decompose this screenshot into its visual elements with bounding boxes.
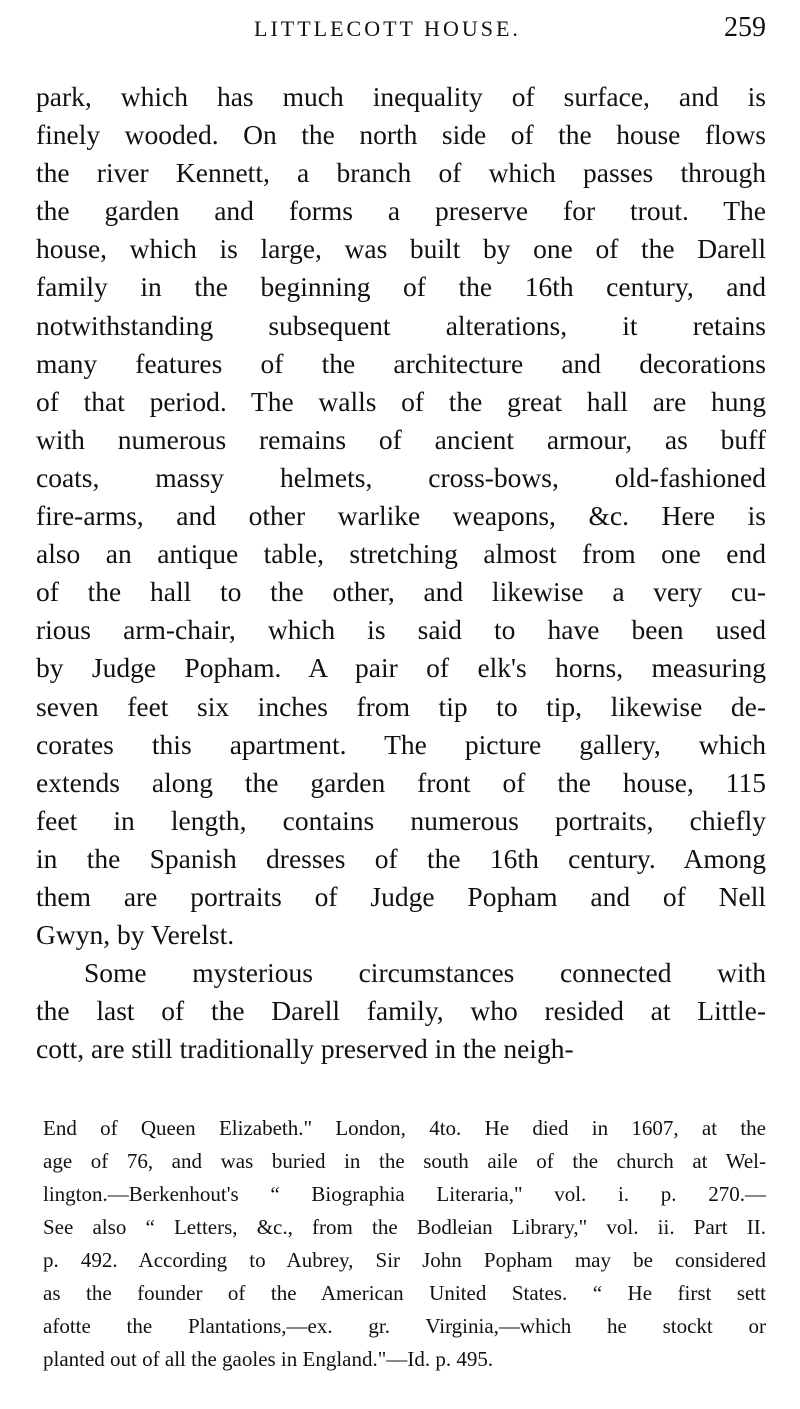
text-line: many features of the architecture and decorations [36, 347, 766, 379]
text-line: of the hall to the other, and likewise a very cu- [36, 576, 766, 608]
text-line: cott, are still traditionally preserved in the neigh- [36, 1033, 574, 1065]
page-header [36, 12, 766, 46]
footnote-line: End of Queen Elizabeth." London, 4to. He died in 1607, at the [43, 1116, 766, 1140]
running-title: LITTLECOTT HOUSE. [254, 16, 521, 41]
text-line: park, which has much inequality of surface, and is [36, 81, 766, 112]
footnote-line: afotte the Plantations,—ex. gr. Virginia,—which he stockt or [43, 1314, 766, 1338]
text-line: the garden and forms a preserve for trout. The [36, 195, 766, 227]
text-line: by Judge Popham. A pair of elk's horns, measuring [36, 652, 766, 684]
text-line: fire-arms, and other warlike weapons, &c. Here is [36, 500, 766, 532]
text-line: corates this apartment. The picture gallery, which [36, 728, 766, 760]
text-line: them are portraits of Judge Popham and of Nell [36, 880, 766, 912]
text-line: the last of the Darell family, who resided at Little- [36, 995, 766, 1027]
text-line: house, which is large, was built by one of the Darell [36, 233, 766, 265]
paragraph [36, 954, 766, 1068]
text-line: finely wooded. On the north side of the house flows [36, 119, 766, 151]
text-line: extends along the garden front of the house, 115 [36, 766, 766, 798]
text-line: the river Kennett, a branch of which passes through [36, 157, 766, 189]
footnote [43, 1112, 766, 1376]
body-text [36, 78, 766, 1068]
paragraph [36, 78, 766, 954]
footnote-line: planted out of all the gaoles in England."—Id. p. 495. [43, 1347, 494, 1371]
footnote-line: lington.—Berkenhout's “ Biographia Literaria," vol. i. p. 270.— [43, 1182, 766, 1206]
text-line: Gwyn, by Verelst. [36, 919, 235, 951]
text-line: Some mysterious circumstances connected with [84, 957, 766, 989]
page-number: 259 [724, 12, 766, 43]
footnote-line: See also “ Letters, &c., from the Bodleian Library," vol. ii. Part II. [43, 1215, 766, 1239]
text-line: notwithstanding subsequent alterations, it retains [36, 309, 766, 341]
text-line: feet in length, contains numerous portraits, chiefly [36, 804, 766, 836]
footnote-line: p. 492. According to Aubrey, Sir John Popham may be considered [43, 1248, 766, 1272]
text-line: coats, massy helmets, cross-bows, old-fashioned [36, 461, 766, 493]
text-line: seven feet six inches from tip to tip, likewise de- [36, 690, 766, 722]
text-line: also an antique table, stretching almost from one end [36, 538, 766, 570]
text-line: family in the beginning of the 16th century, and [36, 271, 766, 303]
text-line: rious arm-chair, which is said to have been used [36, 614, 766, 646]
text-line: in the Spanish dresses of the 16th century. Among [36, 842, 766, 874]
footnote-line: as the founder of the American United States. “ He first sett [43, 1281, 766, 1305]
footnote-line: age of 76, and was buried in the south aile of the church at Wel- [43, 1149, 766, 1173]
text-line: with numerous remains of ancient armour, as buff [36, 423, 766, 455]
text-line: of that period. The walls of the great hall are hung [36, 385, 766, 417]
